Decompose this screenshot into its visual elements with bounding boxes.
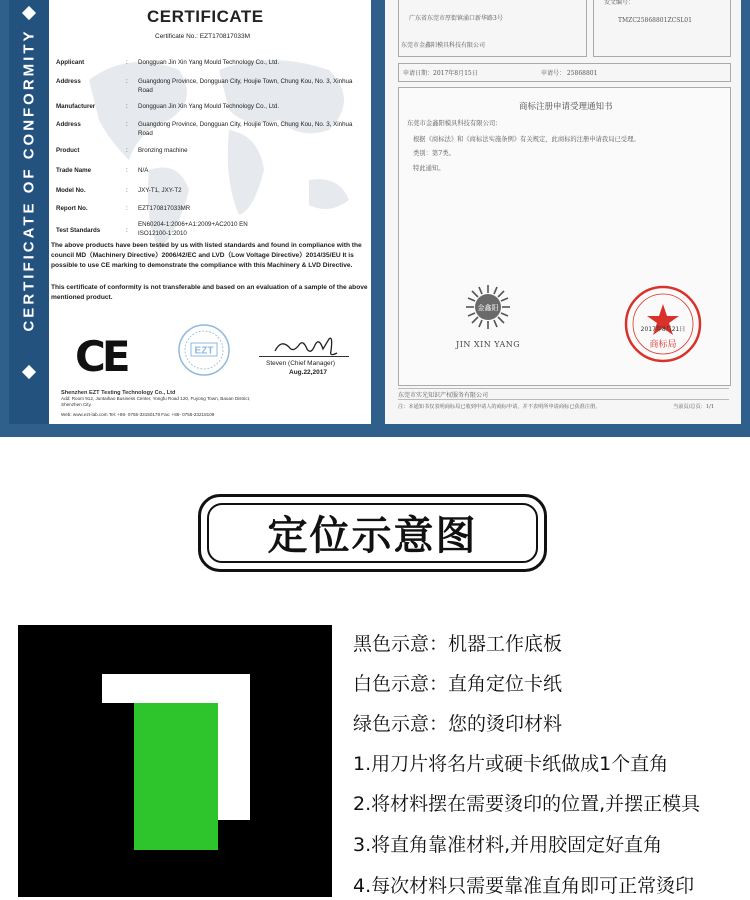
field-value: JXY-T1, JXY-T2	[138, 187, 182, 194]
diamond-icon	[22, 365, 36, 379]
field-value: N/A	[138, 167, 149, 174]
trademark-office-stamp-icon	[623, 284, 703, 364]
step-2: 2.将材料摆在需要烫印的位置,并摆正模具	[353, 793, 701, 815]
notice-footnote: 注：本通知书仅表明商标局已收到申请人的商标申请，并不表明所申请商标已获准注册。	[398, 404, 601, 410]
certificates-banner	[0, 0, 750, 437]
field-value: EZT170817033MR	[138, 205, 191, 212]
divider	[398, 388, 729, 389]
section-title: 定位示意图	[267, 513, 478, 559]
recipient-company: 东莞市金鑫阳模具科技有限公司	[401, 42, 486, 49]
stamp-label: 商标局	[649, 340, 677, 350]
legend-white: 白色示意：直角定位卡纸	[353, 673, 563, 695]
footer-contact: Web: www.ezt-lab.com Tel: +86- 0755-33150178 Fax: +86- 0755-23218109	[61, 412, 215, 417]
document-code-label: 发文编号：	[604, 0, 635, 6]
field-label: Report No.	[56, 205, 88, 212]
stamp-date: 2017年8月21日	[640, 326, 686, 333]
agent-name: 东莞市实光知识产权服务有限公司	[398, 392, 489, 399]
ce-mark-logo: CE	[75, 332, 127, 381]
ezt-seal-icon	[177, 323, 231, 377]
field-label: Product	[56, 147, 80, 154]
field-value: EN60204-1:2006+A1:2009+AC2010 EN ISO12100-1:2010	[138, 221, 248, 237]
signature-date: Aug.22,2017	[289, 369, 327, 376]
notice-body	[398, 87, 731, 386]
field-label: Manufacturer	[56, 103, 96, 110]
field-label: Test Standards	[56, 227, 101, 234]
field-value: Dongguan Jin Xin Yang Mould Technology Co., Ltd.	[138, 103, 280, 110]
stamping-material	[134, 703, 218, 850]
field-label: Applicant	[56, 59, 85, 66]
field-value: Bronzing machine	[138, 147, 188, 154]
field-value: Guangdong Province, Dongguan City, Houjie Town, Chung Kou, No. 3, Xinhua Road	[138, 121, 353, 137]
notice-text: 根据《商标法》和《商标法实施条例》有关规定，此商标的注册申请我局已受理。	[413, 136, 640, 143]
certificate-title: CERTIFICATE	[147, 7, 264, 26]
recipient-address: 广东省东莞市厚街镇涌口新华路3号	[409, 15, 503, 22]
document-code: TMZC25868801ZCSL01	[618, 17, 692, 24]
field-label: Address	[56, 121, 81, 128]
ce-certificate: CERTIFICATE OF CONFORMITY CERTIFICATE Certificate No.: EZT170817033M Applicant : Dongguan Jin Xin Yang Mould Technology Co., Ltd. Address : Guangdong Province, Dongguan City, Houjie Town, Chung Kou, No. 3, Xinhua Road Manufacturer : Dongguan Jin Xin Yang Mould Technology Co., Ltd. Address : Guangdong Province, Dongguan City, Houjie Town, Chung Kou, No. 3, Xinhua Road Product : Bronzing machine Trade Name : N/A Model No. : JXY-T1, JXY-T2 Report No. : EZT170817033MR Test Standards : EN60204-1:2006+A1:2009+AC2010 EN ISO12100-1:2010 The above products have been tested by us with listed standards and found in compliance with the council MD（Machinery Directive）2006/42/EC and LVD（Low Voltage Directive）2014/35/EU It is possible to use CE marking to demonstrate the compliance with this Machinery & LVD Directive. This certificate of conformity is not transferable and based on an evaluation of a sample of the above mentioned product. CE EZT Steven (Chief Manager) Aug.22,2017 Shenzhen EZT Testing Technology Co., Ltd Add: Room 912, Juntaihao Business Center, Yongfu Road 120, Fuyong Town, Baoan District, Shenzhen City. Web: www.ezt-lab.com Tel: +86- 0755-33150178 Fax: +86- 0755-23218109	[9, 0, 371, 424]
section-title-box	[198, 494, 547, 572]
step-3: 3.将直角靠准材料,并用胶固定好直角	[353, 834, 663, 856]
recipient-box	[398, 0, 587, 57]
brand-name: JIN XIN YANG	[456, 340, 521, 349]
certificate-footer	[61, 390, 251, 417]
field-value: Dongguan Jin Xin Yang Mould Technology Co., Ltd.	[138, 59, 280, 66]
seal-text: EZT	[194, 345, 214, 357]
notice-closing: 特此通知。	[413, 165, 445, 172]
application-date: 申请日期：2017年8月15日	[403, 70, 478, 77]
certificate-side-text: CERTIFICATE OF CONFORMITY	[20, 28, 38, 332]
step-4: 4.每次材料只需要靠准直角即可正常烫印	[353, 875, 695, 897]
logo-text: 金鑫阳	[477, 304, 499, 312]
field-label: Address	[56, 78, 81, 85]
signature-line	[259, 356, 349, 357]
notice-title: 商标注册申请受理通知书	[519, 102, 613, 112]
application-info-band	[398, 63, 731, 82]
field-label: Trade Name	[56, 167, 92, 174]
notice-addressee: 东莞市金鑫阳模具科技有限公司：	[407, 120, 502, 127]
trademark-notice	[385, 0, 741, 424]
signer-name: Steven (Chief Manager)	[266, 360, 336, 367]
compliance-paragraph: The above products have been tested by us with listed standards and found in compliance with the council MD（Machinery Directive）2006/42/EC and LVD（Low Voltage Directive）2014/35/EU It is possible to use CE marking to demonstrate the compliance with this Machinery & LVD Directive.	[51, 242, 362, 269]
legend-green: 绿色示意：您的烫印材料	[353, 713, 563, 735]
legend-black: 黑色示意：机器工作底板	[353, 633, 563, 655]
sun-logo-icon	[465, 284, 511, 330]
certificate-side-strip	[9, 0, 49, 424]
footer-address: Add: Room 912, Juntaihao Business Center, Yongfu Road 120, Fuyong Town, Baoan District, Shenzhen City.	[61, 396, 251, 407]
notice-class: 类别：第7类。	[413, 150, 455, 157]
field-label: Model No.	[56, 187, 86, 194]
diamond-icon	[22, 6, 36, 20]
step-1: 1.用刀片将名片或硬卡纸做成1个直角	[353, 753, 669, 775]
footer-company: Shenzhen EZT Testing Technology Co., Ltd	[61, 390, 176, 396]
divider	[398, 399, 729, 400]
transfer-paragraph: This certificate of conformity is not transferable and based on an evaluation of a sample of the above mentioned product.	[51, 284, 368, 301]
document-code-box	[593, 0, 731, 57]
field-value: Guangdong Province, Dongguan City, Houjie Town, Chung Kou, No. 3, Xinhua Road	[138, 78, 353, 94]
page-indicator: 当前页/总页：1/1	[673, 404, 715, 410]
application-number: 申请号： 25868801	[541, 70, 598, 77]
certificate-number: Certificate No.: EZT170817033M	[155, 33, 251, 40]
section-title-inner-frame	[207, 503, 538, 563]
